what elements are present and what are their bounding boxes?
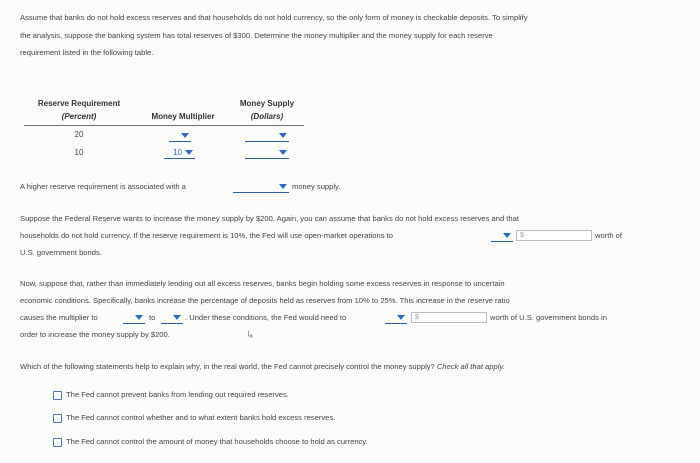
chevron-down-icon [279, 133, 287, 138]
reserve-cell-20: 20 [74, 130, 84, 139]
option-label-2[interactable]: The Fed cannot control whether and to what extent banks hold excess reserves. [66, 413, 336, 422]
pointer-cursor-icon: ↳ [246, 330, 255, 341]
higher-reserve-dropdown[interactable] [233, 181, 289, 193]
higher-reserve-suffix: money supply. [292, 182, 341, 191]
multiplier-dropdown-20[interactable] [169, 130, 191, 142]
intro-line-2: the analysis, suppose the banking system has total reserves of $300. Determine the money multiplier and the money supply for each reserve [20, 31, 493, 40]
q3-worth-label: worth of U.S. government bonds in [490, 313, 607, 322]
q4-hint: Check all that apply. [436, 362, 505, 371]
q3-operation-dropdown[interactable] [385, 312, 407, 324]
q2-operation-dropdown[interactable] [491, 230, 513, 242]
multiplier-value: 10 [173, 148, 182, 157]
money-supply-dropdown-20[interactable] [245, 130, 289, 142]
chevron-down-icon [503, 233, 511, 238]
col-supply-sub: (Dollars) [250, 112, 284, 121]
col-supply-header: Money Supply [239, 99, 295, 108]
table-header-rule [24, 125, 304, 126]
q4-question [20, 360, 505, 374]
option-checkbox-3[interactable] [53, 438, 62, 447]
option-label-3[interactable]: The Fed cannot control the amount of money that households choose to hold as currency. [66, 437, 368, 446]
q2-line-1: Suppose the Federal Reserve wants to increase the money supply by $200. Again, you can assume that banks do not hold excess reserves and that [20, 214, 519, 223]
chevron-down-icon [185, 150, 193, 155]
q3-multiplier-to-dropdown[interactable] [161, 312, 183, 324]
chevron-down-icon [279, 184, 287, 189]
col-multiplier-header: Money Multiplier [151, 112, 215, 121]
option-checkbox-1[interactable] [53, 391, 62, 400]
q2-line-3: U.S. government bonds. [20, 248, 102, 257]
q3-to-label: to [149, 313, 156, 322]
q3-line-4: order to increase the money supply by $200. [20, 330, 170, 339]
q3-line-2: economic conditions. Specifically, banks increase the percentage of deposits held as reserves from 10% to 25%. This increase in the reserve ratio [20, 296, 510, 305]
q2-line-2: households do not hold currency. If the reserve requirement is 10%, the Fed will use open-market operations to [20, 231, 393, 240]
intro-line-1: Assume that banks do not hold excess reserves and that households do not hold currency, so the only form of money is checkable deposits. To simplify [20, 13, 528, 22]
q3-amount-input[interactable]: $ [411, 312, 487, 323]
chevron-down-icon [181, 133, 189, 138]
money-supply-dropdown-10[interactable] [245, 147, 289, 159]
higher-reserve-prefix: A higher reserve requirement is associated with a [20, 182, 186, 191]
reserve-cell-10: 10 [74, 148, 84, 157]
q3-line-3b: . Under these conditions, the Fed would need to [185, 313, 347, 322]
chevron-down-icon [135, 315, 143, 320]
intro-line-3: requirement listed in the following table. [20, 48, 154, 57]
q2-amount-input[interactable]: $ [516, 230, 592, 241]
option-checkbox-2[interactable] [53, 414, 62, 423]
multiplier-dropdown-10[interactable] [164, 147, 195, 159]
q3-line-3a: causes the multiplier to [20, 313, 98, 322]
q4-question-text: Which of the following statements help to explain why, in the real world, the Fed cannot precisely control the money supply? [20, 362, 435, 371]
chevron-down-icon [397, 315, 405, 320]
q3-line-1: Now, suppose that, rather than immediately lending out all excess reserves, banks begin holding some excess reserves in response to uncertain [20, 279, 505, 288]
col-reserve-header: Reserve Requirement [37, 99, 121, 108]
col-reserve-sub: (Percent) [61, 112, 97, 121]
chevron-down-icon [173, 315, 181, 320]
chevron-down-icon [279, 150, 287, 155]
q2-worth-label: worth of [595, 231, 623, 240]
q3-multiplier-from-dropdown[interactable] [123, 312, 145, 324]
option-label-1[interactable]: The Fed cannot prevent banks from lending out required reserves. [66, 390, 289, 399]
